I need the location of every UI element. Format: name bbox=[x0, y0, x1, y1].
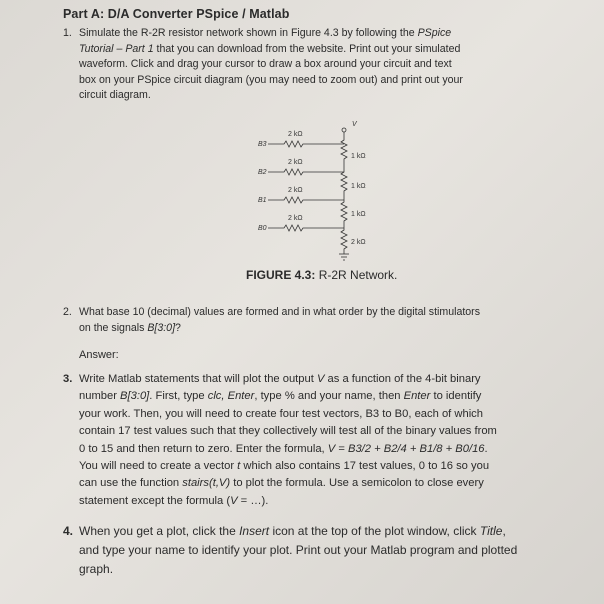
text-run: can use the function bbox=[79, 477, 183, 490]
text-line: graph. bbox=[79, 561, 114, 576]
resistor-label: 1 kΩ bbox=[351, 153, 366, 160]
resistor-label: 1 kΩ bbox=[351, 183, 366, 190]
text-line: circuit diagram. bbox=[79, 89, 151, 102]
figure-caption-text: R-2R Network. bbox=[315, 268, 398, 282]
text-line: and type your name to identify your plot. Print out your Matlab program and plotted bbox=[79, 542, 518, 557]
text-run: V bbox=[327, 442, 336, 455]
question-number: 2. bbox=[63, 306, 72, 318]
text-run: ? bbox=[175, 321, 181, 334]
resistor-2k-b2 bbox=[268, 169, 344, 175]
text-run: V bbox=[230, 494, 238, 507]
r2r-network-diagram bbox=[248, 118, 368, 268]
text-run: B3/2 + B2/4 + B1/8 + B0/16 bbox=[347, 442, 485, 455]
resistor-1k-c bbox=[341, 196, 347, 226]
question-number: 4. bbox=[63, 524, 74, 538]
section-title: Part A: D/A Converter PSpice / Matlab bbox=[63, 7, 290, 21]
input-label-b2: B2 bbox=[258, 169, 267, 176]
resistor-1k-b bbox=[341, 166, 347, 196]
text-run: You will need to create a vector bbox=[79, 460, 238, 473]
text-run: stairs(t,V) bbox=[182, 477, 231, 490]
text-run: number bbox=[79, 390, 121, 403]
text-run: B[3:0] bbox=[120, 390, 150, 403]
text-run: , type % and your name, then bbox=[254, 390, 404, 403]
question-text bbox=[79, 522, 583, 578]
question-3 bbox=[63, 371, 573, 510]
text-run: to identify bbox=[430, 390, 482, 403]
text-run: . bbox=[484, 442, 488, 455]
text-run-italic: B[3:0] bbox=[147, 321, 176, 334]
input-label-b0: B0 bbox=[258, 225, 267, 232]
input-label-b3: B3 bbox=[258, 141, 267, 148]
resistor-2k-b0 bbox=[268, 225, 344, 231]
output-label: V bbox=[352, 121, 357, 128]
text-run: = …). bbox=[237, 494, 269, 507]
text-line: waveform. Click and drag your cursor to draw a box around your circuit and text bbox=[79, 58, 452, 71]
text-run: icon at the top of the plot window, click bbox=[269, 524, 480, 538]
answer-label: Answer: bbox=[79, 349, 119, 361]
input-label-b1: B1 bbox=[258, 197, 267, 204]
output-node bbox=[342, 128, 346, 132]
resistor-2k-ground bbox=[341, 226, 347, 254]
text-run: = bbox=[335, 442, 348, 455]
resistor-2k-b1 bbox=[268, 197, 344, 203]
text-line: your work. Then, you will need to create four test vectors, B3 to B0, each of which bbox=[79, 407, 483, 420]
question-text bbox=[79, 305, 563, 336]
question-text bbox=[79, 26, 563, 104]
text-run: t bbox=[237, 460, 241, 473]
text-run: which also contains 17 test values, 0 to 16 so you bbox=[240, 460, 490, 473]
figure-caption-label: FIGURE 4.3: bbox=[246, 268, 316, 282]
text-run: that you can download from the website. Print out your simulated bbox=[153, 42, 461, 55]
text-run: on the signals bbox=[79, 321, 148, 334]
text-run: as a function of the 4-bit binary bbox=[324, 373, 481, 385]
text-run: V bbox=[316, 373, 325, 385]
question-text bbox=[79, 371, 573, 510]
text-run: When you get a plot, click the bbox=[79, 524, 240, 538]
question-1 bbox=[63, 26, 563, 104]
resistor-2k-b3 bbox=[268, 141, 344, 147]
text-line: What base 10 (decimal) values are formed and in what order by the digital stimulators bbox=[79, 306, 480, 318]
question-2 bbox=[63, 305, 563, 336]
text-run: clc, Enter bbox=[207, 390, 255, 403]
text-run: 0 to 15 and then return to zero. Enter the formula, bbox=[79, 442, 328, 455]
text-run: Insert bbox=[239, 524, 270, 538]
question-number: 3. bbox=[63, 373, 73, 385]
text-run: to plot the formula. Use a semicolon to close every bbox=[230, 477, 484, 490]
resistor-label: 2 kΩ bbox=[288, 159, 303, 166]
text-run: Write Matlab statements that will plot the output bbox=[79, 373, 317, 385]
text-run: Title bbox=[479, 524, 503, 538]
text-run: statement except the formula ( bbox=[79, 494, 231, 507]
text-line: contain 17 test values such that they collectively will test all of the binary values from bbox=[79, 425, 497, 438]
text-run: Enter bbox=[403, 390, 431, 403]
resistor-label: 2 kΩ bbox=[288, 187, 303, 194]
resistor-label: 1 kΩ bbox=[351, 211, 366, 218]
text-run-italic: PSpice bbox=[417, 27, 452, 39]
text-run: , bbox=[502, 524, 506, 538]
question-4 bbox=[63, 522, 583, 578]
text-run: . First, type bbox=[149, 390, 208, 403]
text-line: box on your PSpice circuit diagram (you may need to zoom out) and print out your bbox=[79, 73, 463, 86]
resistor-label: 2 kΩ bbox=[288, 215, 303, 222]
figure-caption bbox=[246, 268, 397, 282]
resistor-label: 2 kΩ bbox=[288, 131, 303, 138]
text-run-italic: Tutorial – Part 1 bbox=[79, 42, 154, 55]
text-run: Simulate the R-2R resistor network shown in Figure 4.3 by following the bbox=[79, 27, 418, 39]
resistor-label: 2 kΩ bbox=[351, 239, 366, 246]
resistor-1k-a bbox=[341, 136, 347, 166]
question-number: 1. bbox=[63, 27, 72, 39]
